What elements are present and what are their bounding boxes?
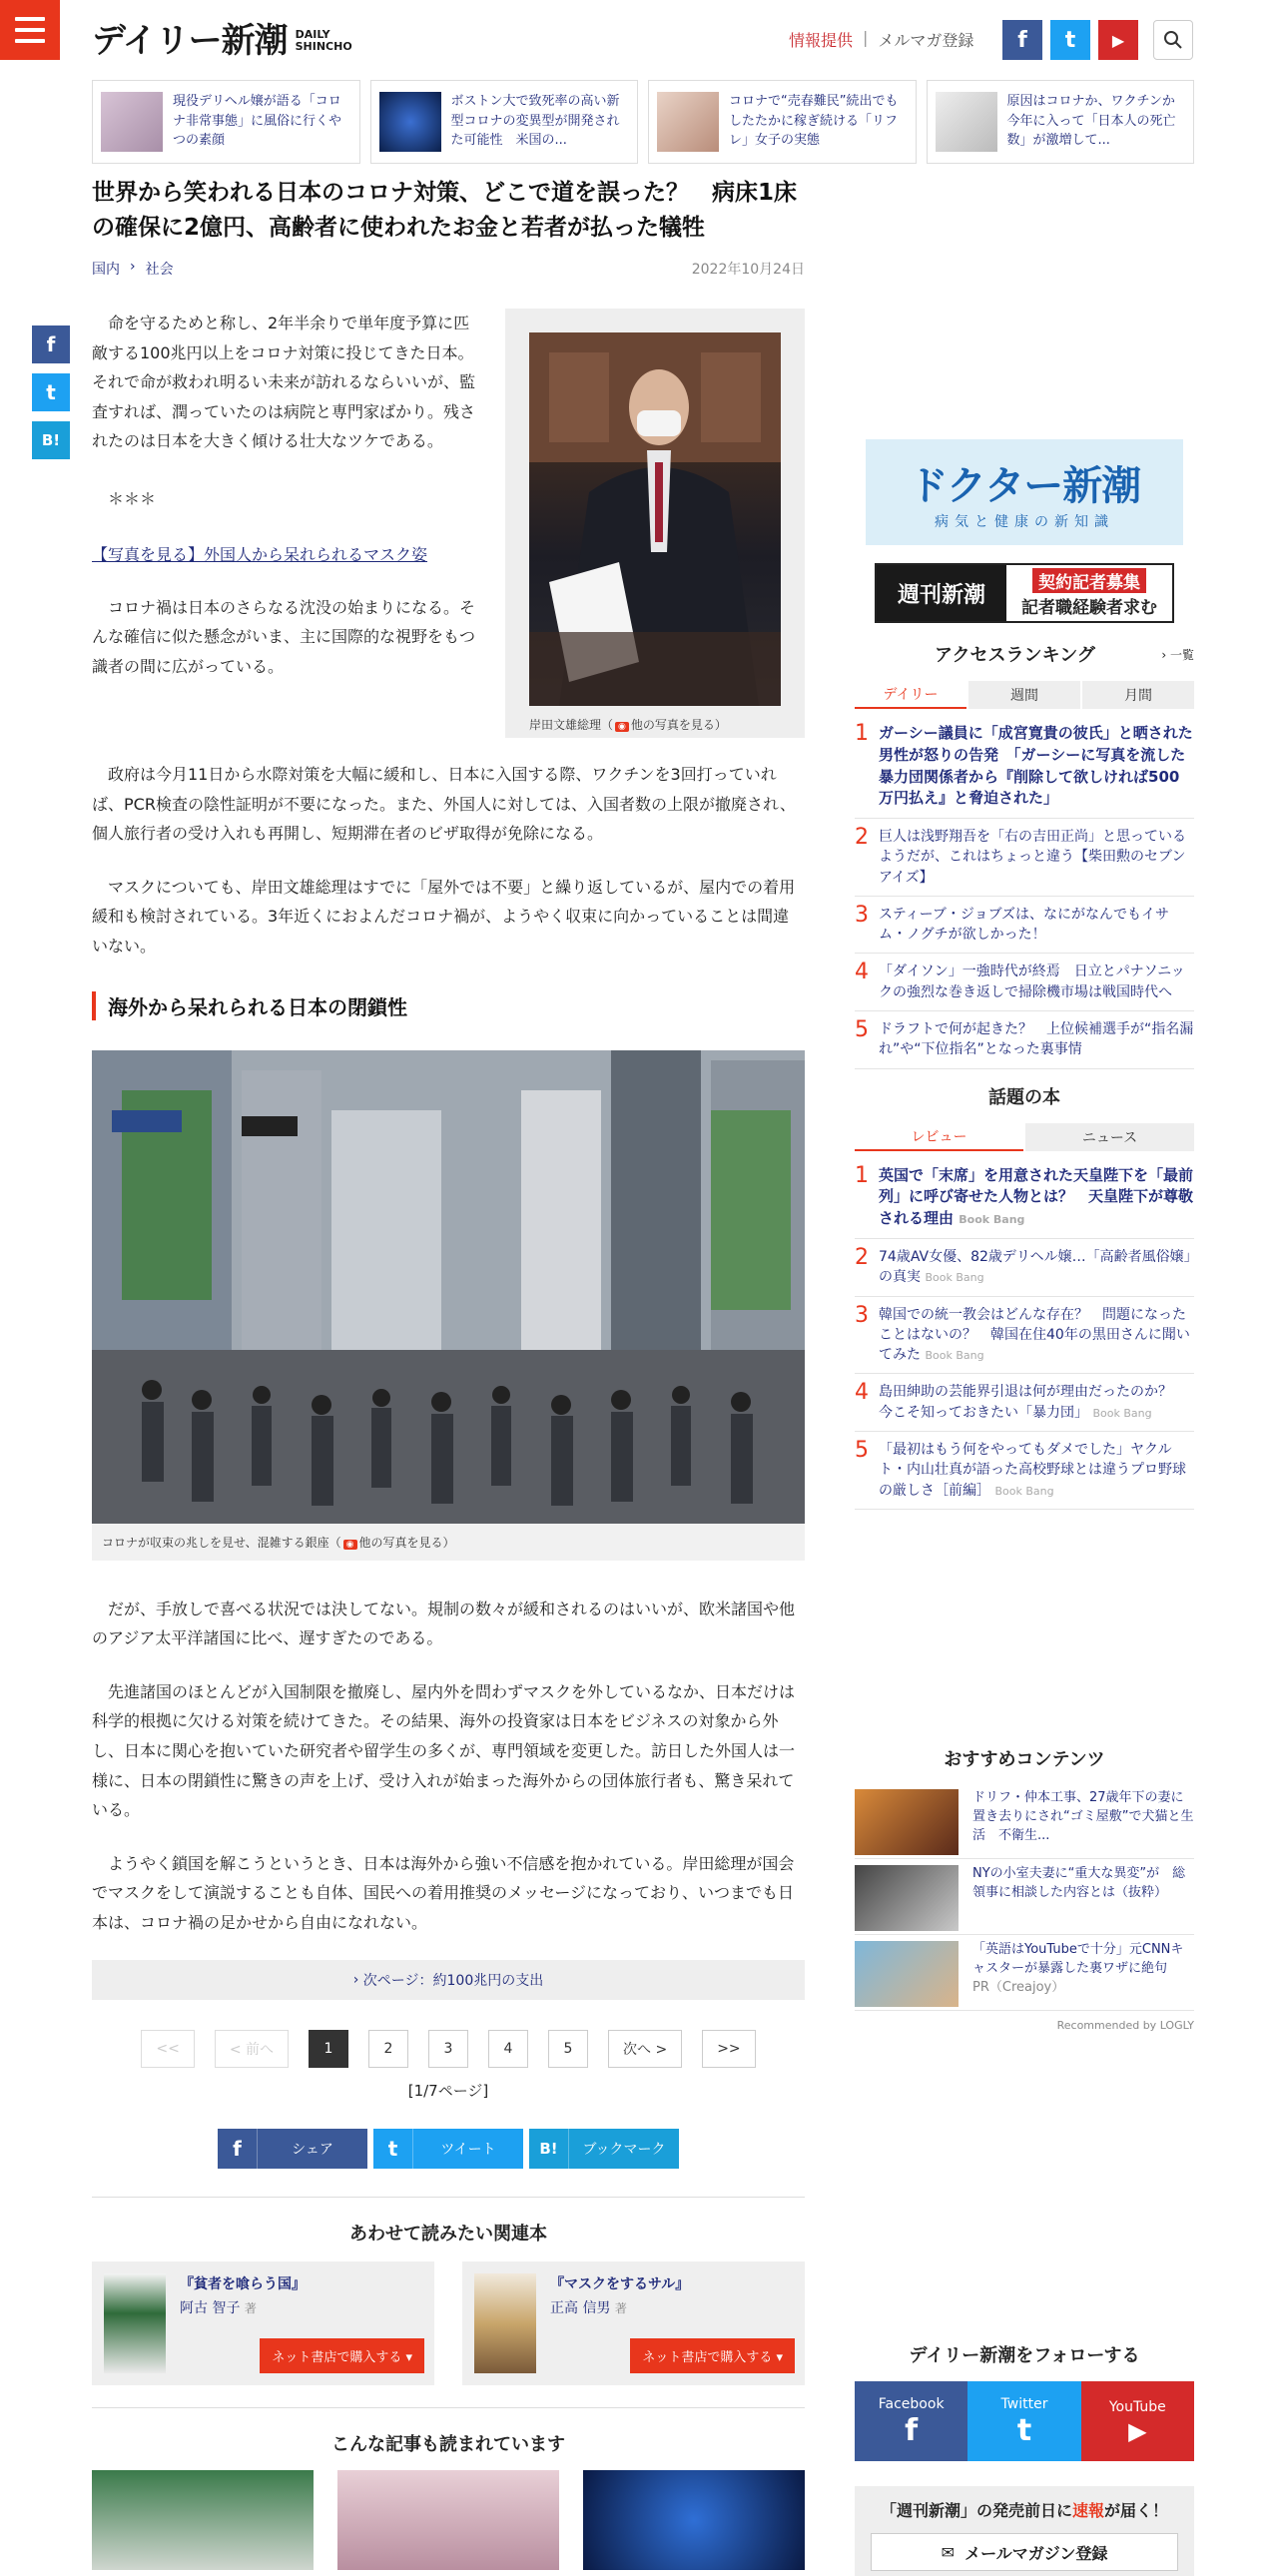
banner-subtitle: 病気と健康の新知識 [935, 513, 1114, 530]
buy-book-button[interactable]: ネット書店で購入する ▾ [630, 2338, 795, 2373]
newsletter-button-label: メールマガジン登録 [964, 2543, 1108, 2563]
topic-item[interactable] [855, 1239, 1194, 1297]
share-buttons [92, 2129, 805, 2169]
topic-text: 韓国での統一教会はどんな存在？ 問題になったことはないの？ 韓国在住40年の黒田さんに聞いてみた Book Bang [879, 1306, 1190, 1364]
chevron-right-icon: › [130, 259, 136, 275]
link-separator: | [863, 28, 869, 47]
recommended-item[interactable] [855, 1935, 1194, 2011]
tab-daily[interactable]: デイリー [855, 681, 966, 709]
photo-illustration [529, 332, 781, 706]
book-card[interactable] [92, 2261, 434, 2385]
pickup-thumbnail [657, 92, 719, 152]
topic-text: 英国で「末席」を用意された天皇陛下を「最前列」に呼び寄せた人物とは？ 天皇陛下が尊敬される理由 Book Bang [879, 1165, 1194, 1228]
recommended-item[interactable] [855, 1783, 1194, 1859]
body-paragraph: だが、手放しで喜べる状況では決してない。規制の数々が緩和されるのはいいが、欧米諸国や他のアジア太平洋諸国に比べ、遅すぎたのである。 [92, 1599, 796, 1648]
newsletter-link[interactable]: メルマガ登録 [878, 31, 974, 50]
twitter-icon[interactable]: t [1050, 20, 1090, 60]
follow-title: デイリー新潮をフォローする [909, 2345, 1140, 2366]
also-read-thumbs [92, 2470, 805, 2570]
body-paragraph: 政府は今月11日から水際対策を大幅に緩和し、日本に入国する際、ワクチンを3回打っていれば、PCR検査の陰性証明が不要になった。また、外国人に対しては、入国者数の上限が撤廃され、個人旅行者の受け入れも再開し、短期滞在者のビザ取得が免除になる。 [92, 765, 796, 844]
chevron-right-icon: › [352, 1971, 363, 1988]
banner-text: 契約記者募集 記者職経験者求む [1006, 565, 1172, 621]
facebook-icon: f [905, 2413, 919, 2448]
pickup-item[interactable] [648, 80, 917, 164]
see-photos-link[interactable]: 【写真を見る】外国人から呆れられるマスク姿 [92, 544, 428, 564]
ranking-header [855, 641, 1194, 667]
bookmark-label: ブックマーク [582, 2141, 666, 2158]
page-5-button[interactable]: 5 [548, 2030, 588, 2068]
twitter-icon: t [373, 2129, 413, 2169]
first-page-button[interactable]: << [141, 2030, 194, 2068]
rank-number: 2 [855, 825, 869, 850]
section-divider-stars: ＊＊＊ [108, 488, 157, 508]
logly-credit[interactable]: Recommended by LOGLY [1056, 2019, 1194, 2032]
pickup-thumbnail [379, 92, 441, 152]
topic-list [855, 1157, 1194, 1510]
topic-item[interactable] [855, 1432, 1194, 1510]
recommended-item[interactable] [855, 1859, 1194, 1935]
body-paragraph: ようやく鎖国を解こうというとき、日本は海外から強い不信感を抱かれている。岸田総理が国会でマスクをして演説することも自体、国民への着用推奨のメッセージになっており、いつまでも日本は、コロナ禍の足かせから自由になれない。 [92, 1853, 795, 1932]
rank-text: 「ダイソン」一強時代が終焉 日立とパナソニックの強烈な巻き返しで掃除機市場は戦国時代へ [879, 964, 1185, 1000]
topic-books-title: 話題の本 [988, 1086, 1060, 1108]
camera-icon: ◉ [615, 722, 629, 732]
next-page-label: 次ページ：約100兆円の支出 [362, 1972, 544, 1989]
logo-text-ja: デイリー新潮 [92, 21, 288, 61]
newsletter-box [855, 2486, 1194, 2576]
article [92, 176, 805, 2570]
body-paragraph: 先進諸国のほとんどが入国制限を撤廃し、屋内外を問わずマスクを外しているなか、日本だけは科学的根拠に欠ける対策を続けてきた。その結果、海外の投資家は日本をビジネスの対象から外し、日本に関心を抱いていた研究者や留学生の多くが、専門領域を変更した。訪日した外国人は一様に、日本の閉鎖性に驚きの声を上げ、受け入れが始まった海外からの団体旅行者も、驚き呆れている。 [92, 1681, 796, 1820]
hamburger-menu-button[interactable] [0, 0, 60, 60]
body-paragraph: コロナ禍は日本のさらなる沈没の始まりになる。そんな確信に似た懸念がいま、主に国際的な視野をもつ識者の間に広がっている。 [92, 597, 476, 676]
follow-label: Twitter [1000, 2396, 1048, 2412]
rank-text: スティーブ・ジョブズは、なにがなんでもイサム・ノグチが欲しかった！ [879, 906, 1170, 944]
facebook-icon: f [218, 2129, 258, 2169]
site-logo[interactable] [92, 20, 352, 62]
twitter-icon: t [1016, 2413, 1032, 2448]
chevron-down-icon: ▾ [405, 2349, 412, 2365]
follow-buttons [855, 2381, 1194, 2461]
chevron-down-icon: ▾ [776, 2349, 783, 2365]
hatena-bookmark-icon: B! [529, 2129, 569, 2169]
banner-title: ドクター新潮 [908, 462, 1141, 509]
last-page-button[interactable]: >> [702, 2030, 755, 2068]
pickup-text: コロナで“売春難民”続出でもしたたかに稼ぎ続ける「リフレ」女子の実態 [729, 94, 899, 148]
recommended-text: NYの小室夫妻に“重大な異変”が 総領事に相談した内容とは（抜粋） [972, 1866, 1186, 1900]
topic-tabs [855, 1123, 1194, 1151]
page-4-button[interactable]: 4 [488, 2030, 528, 2068]
more-photos-link[interactable]: 他の写真を見る） [630, 718, 727, 732]
ranking-more-link[interactable]: › 一覧 [1161, 647, 1194, 662]
pickup-item[interactable] [92, 80, 360, 164]
follow-label: Facebook [878, 2396, 945, 2412]
tab-news[interactable]: ニュース [1025, 1123, 1194, 1151]
page-indicator: [1/7ページ] [407, 2081, 489, 2100]
crowd-illustration [92, 1050, 805, 1524]
book-cover [104, 2273, 166, 2373]
youtube-icon: ▶ [1128, 2417, 1147, 2445]
rank-number: 1 [855, 721, 869, 746]
article-title: 世界から笑われる日本のコロナ対策、どこで道を誤った？ 病床1床の確保に2億円、高齢者に使われたお金と若者が払った犠牲 [92, 180, 798, 241]
rank-number: 1 [855, 1162, 869, 1188]
publish-date: 2022年10月24日 [691, 262, 805, 278]
recommended-text: 「英語はYouTubeで十分」元CNNキャスターが暴露した裏ワザに絶句 PR（Creajoy） [972, 1942, 1184, 1995]
topic-text: 「最初はもう何をやってもダメでした」ヤクルト・内山壮真が語った高校野球とは違うプロ野球の厳しさ［前編］ Book Bang [879, 1442, 1186, 1499]
recommended-title: おすすめコンテンツ [944, 1749, 1105, 1770]
rank-number: 3 [855, 902, 869, 928]
facebook-icon[interactable]: f [1002, 20, 1042, 60]
header-sns [1002, 20, 1138, 60]
twitter-share-icon[interactable]: t [32, 373, 70, 411]
topic-text: 74歳AV女優、82歳デリヘル嬢…「高齢者風俗嬢」の真実 Book Bang [879, 1248, 1191, 1286]
topic-item[interactable] [855, 1297, 1194, 1375]
article-meta [92, 259, 805, 279]
also-read-title: こんな記事も読まれています [92, 2407, 805, 2456]
recruit-banner[interactable] [875, 563, 1174, 623]
kishida-photo[interactable] [529, 332, 781, 706]
youtube-icon[interactable]: ▶ [1098, 20, 1138, 60]
camera-icon: ◉ [343, 1540, 357, 1550]
ranking-item[interactable] [855, 715, 1194, 819]
ginza-photo[interactable] [92, 1050, 805, 1524]
pickup-articles [92, 80, 1194, 164]
figure-caption: 岸田文雄総理（ ◉ 他の写真を見る） [529, 718, 727, 732]
newsletter-signup-button[interactable] [871, 2533, 1178, 2571]
ranking-item[interactable] [855, 954, 1194, 1011]
follow-facebook-button[interactable] [855, 2381, 967, 2461]
recommended-thumbnail [855, 1789, 959, 1855]
recommended-thumbnail [855, 1865, 959, 1931]
search-icon [1163, 30, 1183, 50]
book-title: 『マスクをするサル』 [550, 2275, 690, 2292]
chevron-right-icon: › [1161, 647, 1167, 662]
twitter-share-button[interactable] [373, 2129, 523, 2169]
lead-paragraph: 命を守るためと称し、2年半余りで単年度予算に匹敵する100兆円以上をコロナ対策に投じてきた日本。それで命が救われ明るい未来が訪れるならいいが、監査すれば、潤っていたのは病院と専門家ばかり。残されたのは日本を大きく傾ける壮大なツケである。 [92, 314, 476, 451]
prev-page-button[interactable]: < 前へ [215, 2030, 289, 2068]
photo-link-paragraph [92, 542, 481, 565]
related-books-title: あわせて読みたい関連本 [92, 2197, 805, 2246]
search-button[interactable] [1153, 20, 1193, 60]
book-author: 阿古 智子 著 [180, 2299, 257, 2316]
pickup-thumbnail [101, 92, 163, 152]
doctor-shincho-banner[interactable] [866, 439, 1183, 545]
rank-number: 5 [855, 1017, 869, 1043]
ranking-title: アクセスランキング [935, 645, 1095, 666]
recommended-thumbnail [855, 1941, 959, 2007]
side-share-bar [32, 325, 70, 459]
rank-number: 2 [855, 1244, 869, 1270]
sidebar [855, 439, 1194, 2563]
ranking-item[interactable] [855, 1011, 1194, 1069]
page-3-button[interactable]: 3 [428, 2030, 468, 2068]
header-links [789, 28, 973, 51]
rank-number: 4 [855, 1380, 869, 1406]
recommended-text: ドリフ・仲本工事、27歳年下の妻に置き去りにされ“ゴミ屋敷”で犬猫と生活 不衛生... [972, 1790, 1194, 1843]
page-2-button[interactable]: 2 [368, 2030, 408, 2068]
breadcrumb [92, 259, 174, 279]
figure-caption: コロナが収束の兆しを見せ、混雑する銀座（ ◉ 他の写真を見る） [92, 1524, 805, 1561]
also-read-item[interactable] [337, 2470, 559, 2570]
ranking-list [855, 715, 1194, 1069]
follow-label: YouTube [1108, 2399, 1166, 2415]
rank-number: 3 [855, 1302, 869, 1328]
book-card[interactable] [462, 2261, 805, 2385]
info-link[interactable]: 情報提供 [789, 31, 854, 50]
pickup-text: 原因はコロナか、ワクチンか 今年に入って「日本人の死亡数」が激増して... [1006, 94, 1188, 148]
ranking-item[interactable] [855, 897, 1194, 955]
book-cover [474, 2273, 536, 2373]
facebook-share-button[interactable] [218, 2129, 367, 2169]
rank-text: ドラフトで何が起きた？ 上位候補選手が“指名漏れ”や“下位指名”となった裏事情 [879, 1021, 1194, 1058]
facebook-share-icon[interactable]: f [32, 325, 70, 363]
rank-text: ガーシー議員に「成宮寛貴の彼氏」と晒された男性が怒りの告発 「ガーシーに写真を流した暴力団関係者から『削除して欲しければ500万円払え』と脅迫された」 [879, 724, 1193, 808]
body-paragraph: マスクについても、岸田文雄総理はすでに「屋外では不要」と繰り返しているが、屋内での着用緩和も検討されている。3年近くにおよんだコロナ禍が、ようやく収束に向かっていることは間違いない。 [92, 877, 796, 956]
topic-item[interactable] [855, 1374, 1194, 1432]
tweet-label: ツイート [440, 2141, 496, 2158]
also-read-item[interactable] [583, 2470, 805, 2570]
pickup-item[interactable] [927, 80, 1195, 164]
more-photos-link[interactable]: 他の写真を見る） [358, 1535, 455, 1550]
figure-kishida [505, 309, 805, 738]
follow-twitter-button[interactable] [967, 2381, 1080, 2461]
category-domestic-link[interactable]: 国内 [92, 262, 120, 278]
recommended-list [855, 1783, 1194, 2032]
ranking-tabs [855, 681, 1194, 709]
topic-item[interactable] [855, 1157, 1194, 1239]
book-author: 正高 信男 著 [550, 2299, 627, 2316]
follow-youtube-button[interactable] [1081, 2381, 1194, 2461]
pickup-text: 現役デリヘル嬢が語る「コロナ非常事態」に風俗に行くやつの素顔 [173, 94, 342, 148]
page-1-button[interactable]: 1 [309, 2030, 348, 2068]
also-read-item[interactable] [92, 2470, 314, 2570]
rank-number: 5 [855, 1438, 869, 1463]
book-title: 『貧者を喰らう国』 [180, 2275, 306, 2292]
newsletter-text: 「週刊新潮」の発売前日に速報が届く！ [880, 2501, 1169, 2520]
logo-text-en: DAILY SHINCHO [295, 27, 352, 53]
lead-block [92, 309, 805, 738]
rank-number: 4 [855, 960, 869, 985]
tab-review[interactable]: レビュー [855, 1123, 1023, 1151]
mail-icon: ✉ [941, 2542, 956, 2562]
hatena-bookmark-icon[interactable]: B! [32, 421, 70, 459]
related-books [92, 2261, 805, 2385]
tab-monthly[interactable]: 月間 [1082, 681, 1194, 709]
lead-text-column [92, 309, 481, 681]
pickup-text: ボストン大で致死率の高い新型コロナの変異型が開発された可能性 米国の... [450, 94, 620, 148]
buy-book-button[interactable]: ネット書店で購入する ▾ [260, 2338, 424, 2373]
ranking-item[interactable] [855, 819, 1194, 897]
next-page-button[interactable]: 次へ > [608, 2030, 682, 2068]
tab-weekly[interactable]: 週間 [968, 681, 1080, 709]
pagination [92, 2030, 805, 2068]
pickup-thumbnail [936, 92, 997, 152]
next-page-link[interactable] [92, 1960, 805, 2000]
hatena-share-button[interactable] [529, 2129, 679, 2169]
section-heading: 海外から呆れられる日本の閉鎖性 [92, 991, 805, 1020]
share-label: シェア [292, 2141, 333, 2158]
pickup-item[interactable] [370, 80, 639, 164]
topic-text: 島田紳助の芸能界引退は何が理由だったのか？ 今こそ知っておきたい「暴力団」 Book Bang [879, 1384, 1186, 1421]
banner-brand: 週刊新潮 [877, 565, 1006, 621]
category-society-link[interactable]: 社会 [145, 262, 174, 278]
rank-text: 巨人は浅野翔吾を「右の吉田正尚」と思っているようだが、これはちょっと違う【柴田勲のセブンアイズ】 [879, 829, 1186, 886]
